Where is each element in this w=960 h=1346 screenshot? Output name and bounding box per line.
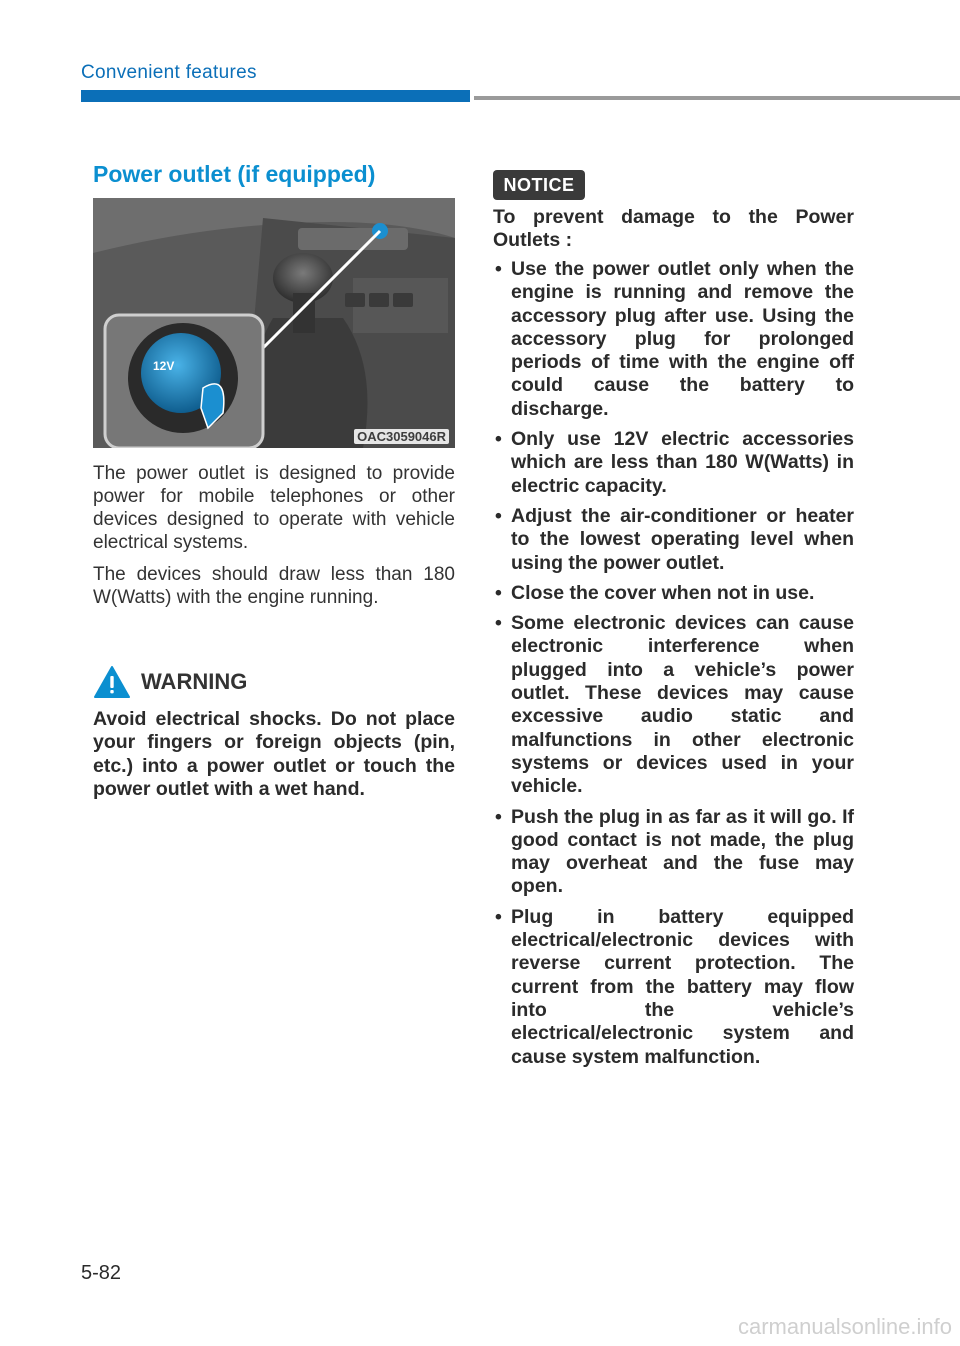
list-item: • Push the plug in as far as it will go. If good contact is not made, the plug may overheat and the fuse may open.: [495, 805, 854, 898]
figure-code: OAC3059046R: [354, 429, 449, 444]
notice-list: [493, 258, 854, 1076]
warning-text: Avoid electrical shocks. Do not place your fingers or foreign objects (pin, etc.) into a power outlet or touch the power outlet with a wet hand.: [93, 708, 455, 800]
warning-heading: [93, 665, 247, 699]
warning-label: WARNING: [141, 669, 248, 694]
bullet: •: [495, 428, 502, 451]
header-accent-bar: [81, 90, 470, 102]
power-outlet-figure: [93, 198, 455, 448]
list-item: • Close the cover when not in use.: [495, 581, 815, 604]
bullet: •: [495, 805, 502, 828]
list-item: • Some electronic devices can cause electronic interference when plugged into a vehicle’s power outlet. These devices may cause excessive audio static and malfunctions in other electronic systems or devices used in your vehicle.: [495, 612, 854, 798]
body-paragraph-1: The power outlet is designed to provide power for mobile telephones or other devices designed to operate with vehicle electrical systems.: [93, 463, 455, 553]
power-outlet-illustration: [93, 198, 455, 448]
notice-badge: NOTICE: [493, 170, 585, 200]
list-item: • Only use 12V electric accessories which are less than 180 W(Watts) in electric capacity.: [495, 428, 854, 497]
bullet: •: [495, 504, 502, 527]
header-rule: [474, 96, 960, 100]
body-paragraph-2: The devices should draw less than 180 W(Watts) with the engine running.: [93, 564, 455, 608]
watermark-link[interactable]: carmanualsonline.info: [737, 1314, 952, 1339]
bullet: •: [495, 581, 502, 604]
section-title: Power outlet (if equipped): [93, 161, 376, 187]
bullet: •: [495, 612, 502, 635]
header-section-title: Convenient features: [81, 62, 257, 83]
bullet: •: [495, 258, 502, 280]
plug-12v-label: 12V: [153, 359, 175, 373]
bullet: •: [495, 905, 502, 928]
warning-triangle-icon: [93, 665, 131, 699]
list-item: • Use the power outlet only when the engine is running and remove the accessory plug after use. Using the accessory plug for prolonged periods of time with the engine off could cause the battery to discharge.: [495, 258, 854, 420]
notice-intro: To prevent damage to the Power Outlets :: [493, 206, 854, 252]
list-item: • Plug in battery equipped electrical/electronic devices with reverse current protection. The current from the battery may flow into the vehicle’s electrical/electronic system and cause system malfunction.: [495, 905, 854, 1068]
page-number: 5-82: [81, 1262, 122, 1284]
list-item: • Adjust the air-conditioner or heater to the lowest operating level when using the power outlet.: [495, 504, 854, 574]
